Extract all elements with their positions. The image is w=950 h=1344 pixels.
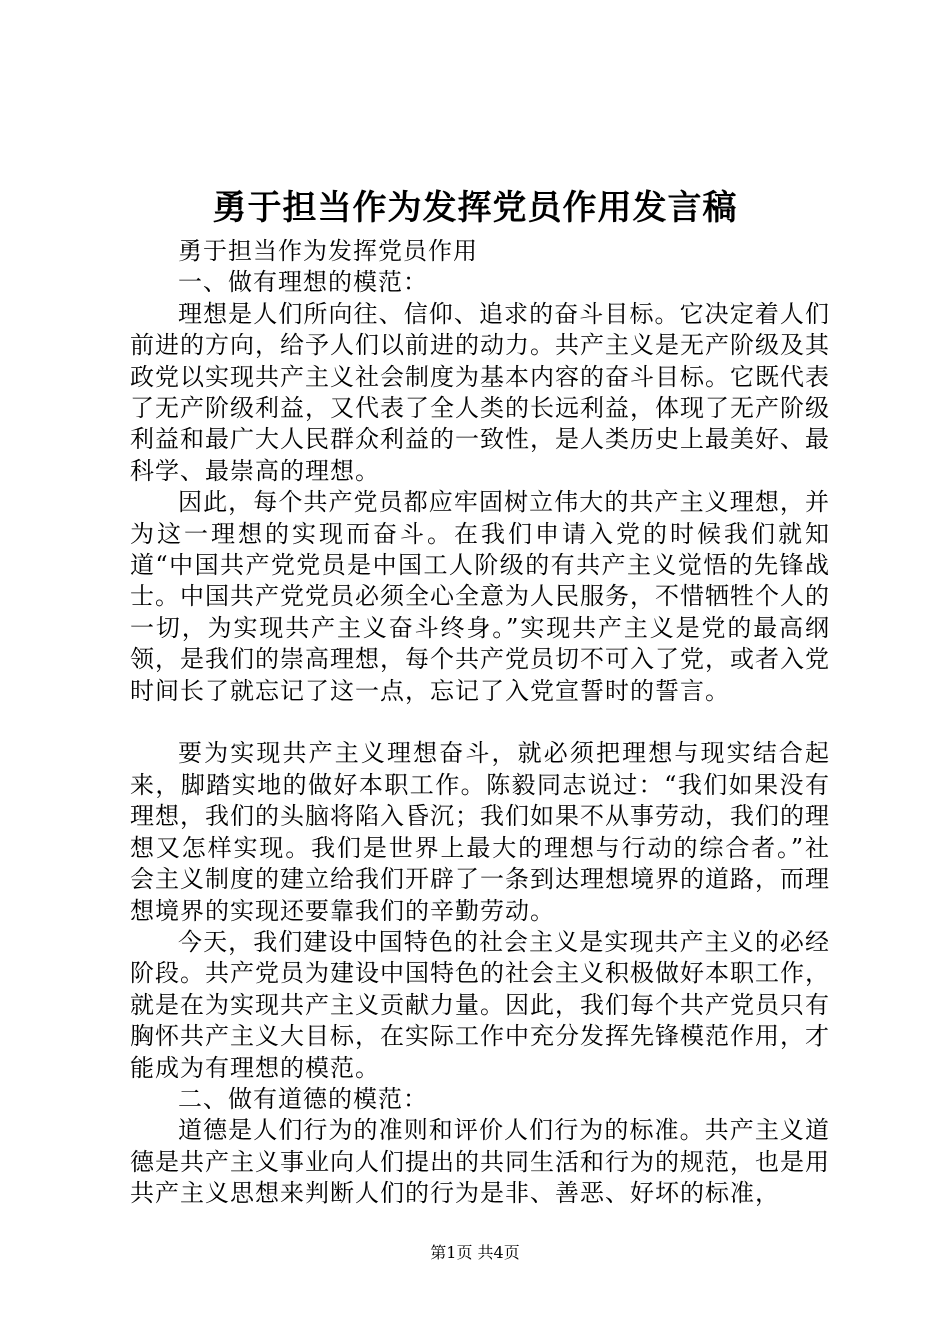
paragraph: 要为实现共产主义理想奋斗，就必须把理想与现实结合起来，脚踏实地的做好本职工作。陈毅同志说过：“我们如果没有理想，我们的头脑将陷入昏沉；我们如果不从事劳动，我们的理想又怎样实现。我们是世界上最大的理想与行动的综合者。”社会主义制度的建立给我们开辟了一条到达理想境界的道路，而理想境界的实现还要靠我们的辛勤劳动。 (130, 739, 830, 925)
document-title: 勇于担当作为发挥党员作用发言稿 (212, 188, 738, 228)
section-heading-1: 一、做有理想的模范： (178, 268, 428, 297)
paragraph: 因此，每个共产党员都应牢固树立伟大的共产主义理想，并为这一理想的实现而奋斗。在我们申请入党的时候我们就知道“中国共产党党员是中国工人阶级的有共产主义觉悟的先锋战士。中国共产党党员必须全心全意为人民服务，不惜牺牲个人的一切，为实现共产主义奋斗终身。”实现共产主义是党的最高纲领，是我们的崇高理想，每个共产党员切不可入了党，或者入党时间长了就忘记了这一点，忘记了入党宣誓时的誓言。 (130, 488, 830, 705)
paragraph: 今天，我们建设中国特色的社会主义是实现共产主义的必经阶段。共产党员为建设中国特色的社会主义积极做好本职工作，就是在为实现共产主义贡献力量。因此，我们每个共产党员只有胸怀共产主义大目标，在实际工作中充分发挥先锋模范作用，才能成为有理想的模范。 (130, 927, 830, 1082)
document-body (130, 236, 830, 1210)
blank-line (130, 707, 830, 738)
paragraph: 道德是人们行为的准则和评价人们行为的标准。共产主义道德是共产主义事业向人们提出的共同生活和行为的规范，也是用共产主义思想来判断人们的行为是非、善恶、好坏的标准， (130, 1116, 830, 1208)
section-heading-2: 二、做有道德的模范： (178, 1084, 428, 1113)
paragraph: 理想是人们所向往、信仰、追求的奋斗目标。它决定着人们前进的方向，给予人们以前进的动力。共产主义是无产阶级及其政党以实现共产主义社会制度为基本内容的奋斗目标。它既代表了无产阶级利益，又代表了全人类的长远利益，体现了无产阶级利益和最广大人民群众利益的一致性，是人类历史上最美好、最科学、最崇高的理想。 (130, 299, 830, 485)
page-footer: 第1页 共4页 (430, 1243, 520, 1262)
paragraph-subtitle: 勇于担当作为发挥党员作用 (178, 237, 478, 265)
